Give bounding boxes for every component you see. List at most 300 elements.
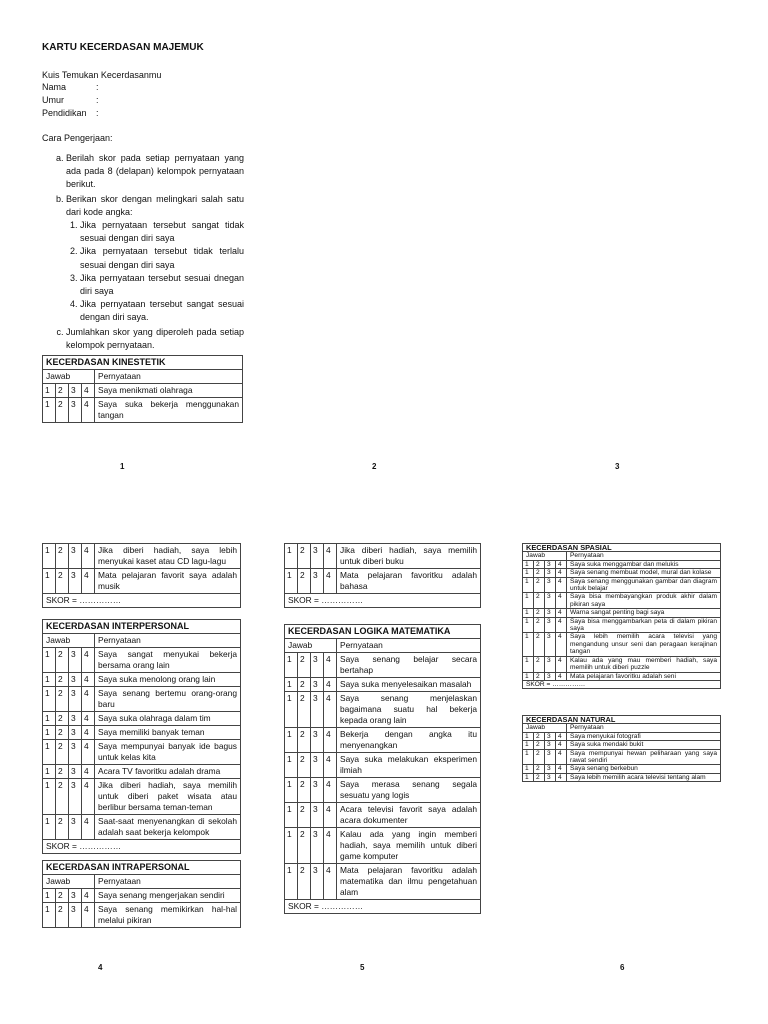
score-option[interactable]: 3 [545,672,556,680]
score-option[interactable]: 2 [56,779,69,815]
score-option[interactable]: 3 [545,560,556,568]
score-option[interactable]: 4 [556,672,567,680]
bio-fields [42,81,244,120]
score-option[interactable]: 1 [523,741,534,749]
page-number-3: 3 [615,462,620,471]
score-option[interactable]: 1 [43,544,56,569]
score-option[interactable]: 1 [285,778,298,803]
statement: Saya mempunyai banyak ide bagus untuk kelas kita [95,740,241,765]
score-option[interactable]: 4 [82,673,95,687]
statement: Mata pelajaran favoritku adalah seni [567,672,721,680]
field-pendidikan: Pendidikan : [42,108,99,118]
score-option[interactable]: 3 [311,569,324,594]
score-option[interactable]: 2 [298,753,311,778]
column-pernyataan: Pernyataan [567,724,721,732]
statement: Saya senang berkebun [567,765,721,773]
step-a: a. Berilah skor pada setiap pernyataan yang ada pada 8 (delapan) kelompok pernyataan berikut. [66,152,244,192]
column-header-row [523,724,721,732]
score-option[interactable]: 2 [534,672,545,680]
statement: Saya memiliki banyak teman [95,726,241,740]
score-option[interactable]: 2 [56,815,69,840]
score-option[interactable]: 1 [285,864,298,900]
statement: Saya lebih memilih acara televisi tentang alam [567,773,721,781]
subtitle: Kuis Temukan Kecerdasanmu [42,70,162,80]
table-row [43,648,241,673]
score-option[interactable]: 3 [545,633,556,656]
score-option[interactable]: 1 [523,633,534,656]
page-number-5: 5 [360,963,365,972]
statement: Kalau ada yang mau memberi hadiah, saya memilih untuk diberi puzzle [567,656,721,672]
score-option[interactable]: 2 [534,609,545,617]
score-option[interactable]: 2 [534,773,545,781]
page-1 [42,42,244,353]
score-option[interactable]: 1 [523,569,534,577]
statement: Saya senang menggunakan gambar dan diagram untuk belajar [567,577,721,593]
question-table [284,543,481,608]
question-table [522,543,721,689]
score-option[interactable]: 2 [56,384,69,398]
statement: Acara televisi favorit saya adalah acara dokumenter [337,803,481,828]
table-row [285,778,481,803]
table-row [285,678,481,692]
statement: Jika diberi hadiah, saya memilih untuk diberi paket wisata atau berlibur bersama teman-teman [95,779,241,815]
score-option[interactable]: 3 [311,692,324,728]
score-option[interactable]: 2 [298,653,311,678]
score-option[interactable]: 2 [298,678,311,692]
table-row [285,803,481,828]
score-option[interactable]: 1 [43,569,56,594]
score-option[interactable]: 4 [556,732,567,740]
score-option[interactable]: 4 [324,569,337,594]
score-total: SKOR = …………… [43,840,241,854]
column-jawab: Jawab [43,370,95,384]
score-row [285,900,481,914]
score-option[interactable]: 4 [82,903,95,928]
score-row [285,594,481,608]
score-option[interactable]: 1 [43,398,56,423]
score-option[interactable]: 2 [534,765,545,773]
score-option[interactable]: 2 [298,692,311,728]
table-title: KECERDASAN SPASIAL [523,544,721,552]
table-title: KECERDASAN LOGIKA MATEMATIKA [285,625,481,639]
table-row [523,609,721,617]
table-row [523,672,721,680]
score-option[interactable]: 1 [285,569,298,594]
question-table [42,619,241,854]
statement: Saya bisa membayangkan produk akhir dalam pikiran saya [567,593,721,609]
score-option[interactable]: 3 [311,803,324,828]
score-option[interactable]: 2 [56,687,69,712]
table-row [43,779,241,815]
score-option[interactable]: 4 [556,569,567,577]
score-option[interactable]: 1 [43,712,56,726]
score-option[interactable]: 3 [69,384,82,398]
question-table [284,624,481,914]
column-header-row [285,639,481,653]
page-number-4: 4 [98,963,103,972]
statement: Saya senang bertemu orang-orang baru [95,687,241,712]
column-jawab: Jawab [523,724,567,732]
score-option[interactable]: 3 [311,864,324,900]
table-row [285,569,481,594]
score-option[interactable]: 1 [523,656,534,672]
score-option[interactable]: 1 [285,653,298,678]
score-option[interactable]: 1 [523,577,534,593]
table-row [43,765,241,779]
table-row [523,593,721,609]
score-option[interactable]: 4 [82,740,95,765]
score-option[interactable]: 2 [56,673,69,687]
score-option[interactable]: 4 [556,741,567,749]
score-option[interactable]: 2 [534,560,545,568]
table-title-row [523,716,721,724]
score-option[interactable]: 3 [311,653,324,678]
score-option[interactable]: 3 [545,732,556,740]
column-header-row [43,370,243,384]
table-kinestetik-continued [42,543,241,608]
table-interpersonal [42,619,241,854]
score-option[interactable]: 2 [56,544,69,569]
table-title: KECERDASAN INTERPERSONAL [43,620,241,634]
score-option[interactable]: 1 [285,753,298,778]
score-option[interactable]: 1 [285,803,298,828]
table-row [43,687,241,712]
score-option[interactable]: 3 [69,815,82,840]
table-row [43,398,243,423]
table-row [43,726,241,740]
score-option[interactable]: 1 [43,889,56,903]
score-option[interactable]: 1 [523,773,534,781]
statement: Mata pelajaran favoritku adalah bahasa [337,569,481,594]
score-option[interactable]: 3 [69,648,82,673]
score-option[interactable]: 1 [285,544,298,569]
statement: Saat-saat menyenangkan di sekolah adalah saat bekerja kelompok [95,815,241,840]
score-option[interactable]: 3 [545,765,556,773]
score-option[interactable]: 2 [56,740,69,765]
score-option[interactable]: 1 [523,749,534,765]
score-option[interactable]: 4 [82,398,95,423]
sub-step-4: 4. Jika pernyataan tersebut sangat sesuai dengan diri saya. [80,298,244,324]
sub-step-1: 1. Jika pernyataan tersebut sangat tidak sesuai dengan diri saya [80,219,244,245]
score-total: SKOR = …………… [285,594,481,608]
score-option[interactable]: 4 [82,544,95,569]
score-option[interactable]: 1 [285,692,298,728]
statement: Saya suka mendaki bukit [567,741,721,749]
statement: Saya senang mengerjakan sendiri [95,889,241,903]
instructions-title: Cara Pengerjaan: [42,133,113,143]
score-option[interactable]: 4 [556,633,567,656]
score-option[interactable]: 4 [324,803,337,828]
score-option[interactable]: 3 [311,728,324,753]
score-option[interactable]: 3 [69,712,82,726]
statement: Saya bisa menggambarkan peta di dalam pikiran saya [567,617,721,633]
score-option[interactable]: 3 [69,740,82,765]
score-option[interactable]: 3 [545,656,556,672]
table-row [43,889,241,903]
score-option[interactable]: 4 [324,678,337,692]
column-header-row [523,552,721,560]
statement: Kalau ada yang ingin memberi hadiah, saya memilih untuk diberi game komputer [337,828,481,864]
statement: Mata pelajaran favoritku adalah matematika dan ilmu pengetahuan alam [337,864,481,900]
statement: Saya merasa senang segala sesuatu yang logis [337,778,481,803]
table-row [285,828,481,864]
question-table [42,860,241,928]
field-nama: Nama : [42,82,99,92]
score-option[interactable]: 1 [43,726,56,740]
table-row [523,617,721,633]
score-option[interactable]: 3 [545,741,556,749]
statement: Saya senang belajar secara bertahap [337,653,481,678]
score-option[interactable]: 1 [43,740,56,765]
score-option[interactable]: 3 [69,569,82,594]
score-option[interactable]: 4 [556,656,567,672]
page-number-6: 6 [620,963,625,972]
table-row [523,633,721,656]
column-jawab: Jawab [523,552,567,560]
score-option[interactable]: 4 [82,779,95,815]
column-jawab: Jawab [43,634,95,648]
table-row [285,864,481,900]
score-option[interactable]: 4 [324,864,337,900]
table-row [523,773,721,781]
score-option[interactable]: 2 [298,803,311,828]
score-option[interactable]: 4 [82,384,95,398]
statement: Saya suka menyelesaikan masalah [337,678,481,692]
score-option[interactable]: 3 [545,617,556,633]
score-option[interactable]: 2 [534,633,545,656]
score-option[interactable]: 1 [523,617,534,633]
table-logika-matematika [284,624,481,914]
score-option[interactable]: 3 [69,889,82,903]
score-option[interactable]: 4 [82,687,95,712]
table-title-row [43,861,241,875]
score-option[interactable]: 1 [285,828,298,864]
statement: Saya sangat menyukai bekerja bersama orang lain [95,648,241,673]
score-option[interactable]: 2 [534,569,545,577]
score-option[interactable]: 3 [69,765,82,779]
field-umur: Umur : [42,95,99,105]
column-pernyataan: Pernyataan [95,370,243,384]
score-option[interactable]: 3 [545,593,556,609]
score-option[interactable]: 4 [82,815,95,840]
score-option[interactable]: 2 [56,648,69,673]
score-option[interactable]: 4 [82,889,95,903]
score-option[interactable]: 4 [82,765,95,779]
score-option[interactable]: 1 [43,384,56,398]
score-option[interactable]: 2 [298,864,311,900]
score-option[interactable]: 1 [43,687,56,712]
score-option[interactable]: 3 [69,903,82,928]
score-option[interactable]: 2 [56,398,69,423]
score-option[interactable]: 4 [556,577,567,593]
column-header-row [43,634,241,648]
score-option[interactable]: 4 [556,773,567,781]
score-option[interactable]: 2 [534,741,545,749]
score-option[interactable]: 2 [534,577,545,593]
score-option[interactable]: 4 [324,728,337,753]
score-option[interactable]: 3 [311,544,324,569]
table-title-row [43,356,243,370]
table-row [523,577,721,593]
score-option[interactable]: 1 [43,779,56,815]
table-row [285,692,481,728]
table-row [523,656,721,672]
statement: Saya suka bekerja menggunakan tangan [95,398,243,423]
score-option[interactable]: 3 [69,398,82,423]
score-option[interactable]: 1 [523,765,534,773]
score-option[interactable]: 1 [523,672,534,680]
score-option[interactable]: 3 [69,687,82,712]
score-option[interactable]: 1 [43,815,56,840]
score-option[interactable]: 1 [523,732,534,740]
score-option[interactable]: 4 [556,593,567,609]
score-option[interactable]: 3 [311,753,324,778]
score-option[interactable]: 3 [545,569,556,577]
step-c: c. Jumlahkan skor yang diperoleh pada setiap kelompok pernyataan. [66,326,244,352]
table-row [285,753,481,778]
score-option[interactable]: 4 [324,544,337,569]
question-table [42,355,243,423]
table-spasial [522,543,721,689]
score-option[interactable]: 2 [534,593,545,609]
sub-step-2: 2. Jika pernyataan tersebut tidak terlalu sesuai dengan diri saya [80,245,244,271]
document-title: KARTU KECERDASAN MAJEMUK [42,42,204,53]
score-option[interactable]: 2 [534,656,545,672]
score-option[interactable]: 4 [82,648,95,673]
score-option[interactable]: 3 [69,544,82,569]
column-jawab: Jawab [43,875,95,889]
score-row [43,594,241,608]
statement: Saya menyukai fotografi [567,732,721,740]
statement: Saya senang memikirkan hal-hal melalui pikiran [95,903,241,928]
statement: Saya suka melakukan eksperimen ilmiah [337,753,481,778]
statement: Bekerja dengan angka itu menyenangkan [337,728,481,753]
score-option[interactable]: 2 [534,617,545,633]
score-option[interactable]: 2 [298,728,311,753]
score-option[interactable]: 3 [69,673,82,687]
score-option[interactable]: 2 [298,778,311,803]
score-option[interactable]: 1 [285,728,298,753]
score-option[interactable]: 2 [56,712,69,726]
table-row [43,815,241,840]
score-option[interactable]: 2 [56,889,69,903]
score-option[interactable]: 1 [43,765,56,779]
score-option[interactable]: 4 [556,617,567,633]
score-option[interactable]: 4 [82,712,95,726]
score-option[interactable]: 1 [523,560,534,568]
score-option[interactable]: 3 [311,678,324,692]
score-option[interactable]: 1 [43,903,56,928]
table-natural [522,715,721,782]
column-pernyataan: Pernyataan [95,875,241,889]
score-option[interactable]: 4 [556,765,567,773]
statement: Mata pelajaran favorit saya adalah musik [95,569,241,594]
table-title-row [523,544,721,552]
statement: Saya suka olahraga dalam tim [95,712,241,726]
statement: Saya menikmati olahraga [95,384,243,398]
table-row [523,569,721,577]
statement: Saya lebih memilih acara televisi yang mengandung unsur seni dan peragaan kerajinan tangan [567,633,721,656]
score-option[interactable]: 3 [69,726,82,740]
table-title-row [285,625,481,639]
score-option[interactable]: 3 [545,749,556,765]
score-option[interactable]: 1 [523,609,534,617]
score-option[interactable]: 3 [69,779,82,815]
statement: Saya senang membuat model, mural dan kolase [567,569,721,577]
score-option[interactable]: 2 [298,828,311,864]
column-header-row [43,875,241,889]
statement: Saya suka menggambar dan melukis [567,560,721,568]
step-b: b. Berikan skor dengan melingkari salah satu dari kode angka: 1. Jika pernyataan tersebut sangat tidak sesuai dengan diri saya 2. Jika pernyataan tersebut tidak terlalu sesuai dengan diri saya 3. Jika pernyataan tersebut sesuai dnegan diri saya 4. Jika pernyataan tersebut sangat sesuai dengan diri saya. [66,193,244,325]
score-option[interactable]: 4 [324,653,337,678]
score-option[interactable]: 3 [311,828,324,864]
statement: Saya suka menolong orang lain [95,673,241,687]
score-option[interactable]: 2 [56,903,69,928]
score-option[interactable]: 4 [324,778,337,803]
table-row [285,728,481,753]
score-option[interactable]: 2 [56,726,69,740]
table-row [285,544,481,569]
table-row [43,569,241,594]
score-option[interactable]: 1 [43,648,56,673]
score-option[interactable]: 2 [298,544,311,569]
statement: Saya mempunyai hewan peliharaan yang saya rawat sendiri [567,749,721,765]
table-title: KECERDASAN NATURAL [523,716,721,724]
score-option[interactable]: 4 [82,726,95,740]
score-total: SKOR = …………… [285,900,481,914]
table-linguistik-continued [284,543,481,608]
score-option[interactable]: 4 [324,692,337,728]
page-number-1: 1 [120,462,125,471]
score-option[interactable]: 1 [523,593,534,609]
table-row [523,749,721,765]
table-row [523,765,721,773]
score-option[interactable]: 4 [324,828,337,864]
table-row [43,544,241,569]
score-row [523,680,721,688]
table-row [43,740,241,765]
table-row [523,741,721,749]
column-pernyataan: Pernyataan [567,552,721,560]
question-table [522,715,721,782]
score-option[interactable]: 2 [534,732,545,740]
score-option[interactable]: 1 [285,678,298,692]
score-option[interactable]: 2 [56,569,69,594]
score-option[interactable]: 1 [43,673,56,687]
score-option[interactable]: 3 [545,577,556,593]
sub-step-3: 3. Jika pernyataan tersebut sesuai dnegan diri saya [80,272,244,298]
table-intrapersonal [42,860,241,928]
score-total: SKOR = …………… [43,594,241,608]
score-option[interactable]: 4 [556,560,567,568]
score-option[interactable]: 2 [534,749,545,765]
score-option[interactable]: 2 [298,569,311,594]
score-option[interactable]: 3 [545,609,556,617]
score-option[interactable]: 4 [556,749,567,765]
score-option[interactable]: 3 [311,778,324,803]
score-option[interactable]: 4 [324,753,337,778]
score-option[interactable]: 4 [556,609,567,617]
score-option[interactable]: 3 [545,773,556,781]
table-title-row [43,620,241,634]
table-row [285,653,481,678]
table-row [43,384,243,398]
score-row [43,840,241,854]
statement: Saya senang menjelaskan bagaimana suatu hal bekerja kepada orang lain [337,692,481,728]
table-row [523,560,721,568]
score-option[interactable]: 2 [56,765,69,779]
score-option[interactable]: 4 [82,569,95,594]
